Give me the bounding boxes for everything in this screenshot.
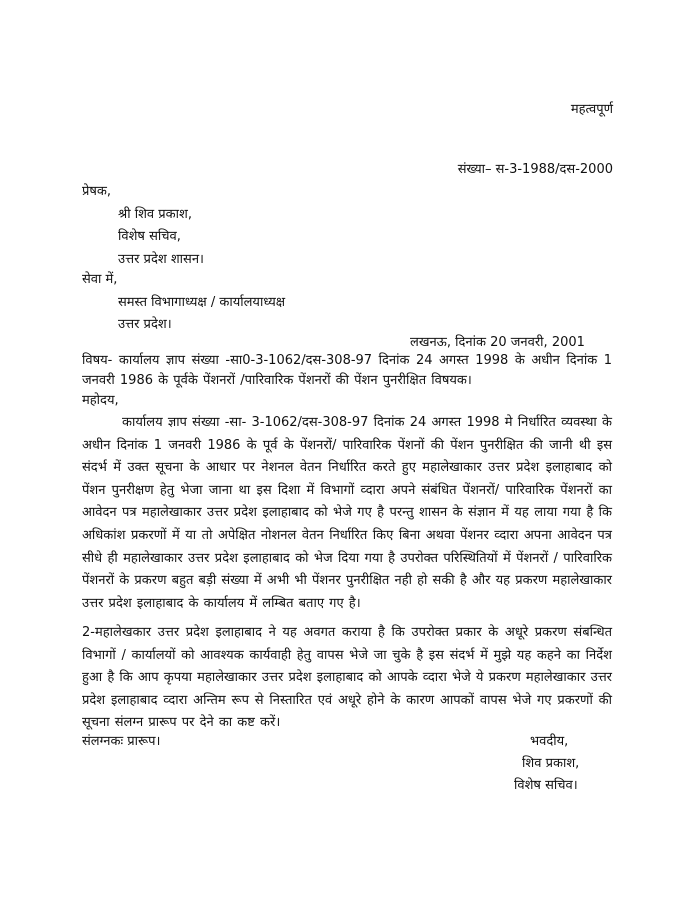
body-paragraph-2: 2-महालेखकार उत्तर प्रदेश इलाहाबाद ने यह अवगत कराया है कि उपरोक्त प्रकार के अधूरे प्रकरण संबन्धित विभागों / कार्यालयों को आवश्यक कार्यवाही हेतु वापस भेजे जा चुके है इस संदर्भ में मुझे यह कहने का निर्देश हुआ है कि आप कृपया महालेखाकार उत्तर प्रदेश इलाहाबाद को आपके व्दारा भेजे ये प्रकरण महालेखाकार उत्तर प्रदेश इलाहाबाद व्दारा अन्तिम रूप से निस्तारित एवं अधूरे होने के कारण आपकों वापस भेजे गए प्रकरणों की सूचना संलग्न प्रारूप पर देने का कष्ट करें। (82, 625, 612, 731)
sender-title: विशेष सचिव, (118, 229, 181, 244)
sender-department: उत्तर प्रदेश शासन। (118, 252, 204, 267)
reference-number: संख्या– स-3-1988/दस-2000 (457, 162, 613, 177)
importance-label: महत्वपूर्ण (570, 102, 613, 117)
recipient-line-2: उत्तर प्रदेश। (118, 317, 172, 332)
recipient-line-1: समस्त विभागाध्यक्ष / कार्यालयाध्यक्ष (118, 295, 286, 310)
sender-label: प्रेषक, (82, 184, 112, 199)
sender-name: श्री शिव प्रकाश, (118, 207, 192, 222)
recipient-label: सेवा में, (82, 272, 118, 287)
enclosure-note: संलग्नकः प्रारूप। (82, 734, 161, 749)
subject-line: विषय- कार्यालय ज्ञाप संख्या -सा0-3-1062/दस-308-97 दिनांक 24 अगस्त 1998 के अधीन दिनांक 1 जनवरी 1986 के पूर्वके पेंशनरों /पारिवारिक पेंशनरों की पेंशन पुनरीक्षित विषयक। (82, 353, 612, 388)
closing-signatory-name: शिव प्रकाश, (522, 756, 580, 771)
closing-signatory-title: विशेष सचिव। (514, 778, 578, 793)
salutation: महोदय, (82, 393, 119, 408)
closing-line-1: भवदीय, (530, 734, 569, 749)
body-paragraph-1: कार्यालय ज्ञाप संख्या -सा- 3-1062/दस-308-97 दिनांक 24 अगस्त 1998 मे निर्धारित व्यवस्था के अधीन दिनांक 1 जनवरी 1986 के पूर्व के पेंशनरों/ पारिवारिक पेंशनों की पेंशन पुनरीक्षित की जानी थी इस संदर्भ में उक्त सूचना के आधार पर नेशनल वेतन निर्धारित करते हुए महालेखाकार उत्तर प्रदेश इलाहाबाद को पेंशन पुनरीक्षण हेतु भेजा जाना था इस दिशा में विभागों व्दारा अपने संबंधित पेंशनरों/ पारिवारिक पेंशनरों का आवेदन पत्र महालेखाकार उत्तर प्रदेश इलाहाबाद को भेजे गए है परन्तु शासन के संज्ञान में यह लाया गया है कि अधिकांश प्रकरणों में या तो अपेक्षित नोशनल वेतन निर्धारित किए बिना अथवा पेंशनर व्दारा अपना आवेदन पत्र सीधे ही महालेखाकार उत्तर प्रदेश इलाहाबाद को भेज दिया गया है उपरोक्त परिस्थितियों में पेंशनरों / पारिवारिक पेंशनरों के प्रकरण बहुत बड़ी संख्या में अभी भी पेंशनर पुनरीक्षित नही हो सकी है और यह प्रकरण महालेखाकार उत्तर प्रदेश इलाहाबाद के कार्यालय में लम्बित बताए गए है। (82, 415, 612, 611)
place-date: लखनऊ, दिनांक 20 जनवरी, 2001 (410, 335, 585, 350)
